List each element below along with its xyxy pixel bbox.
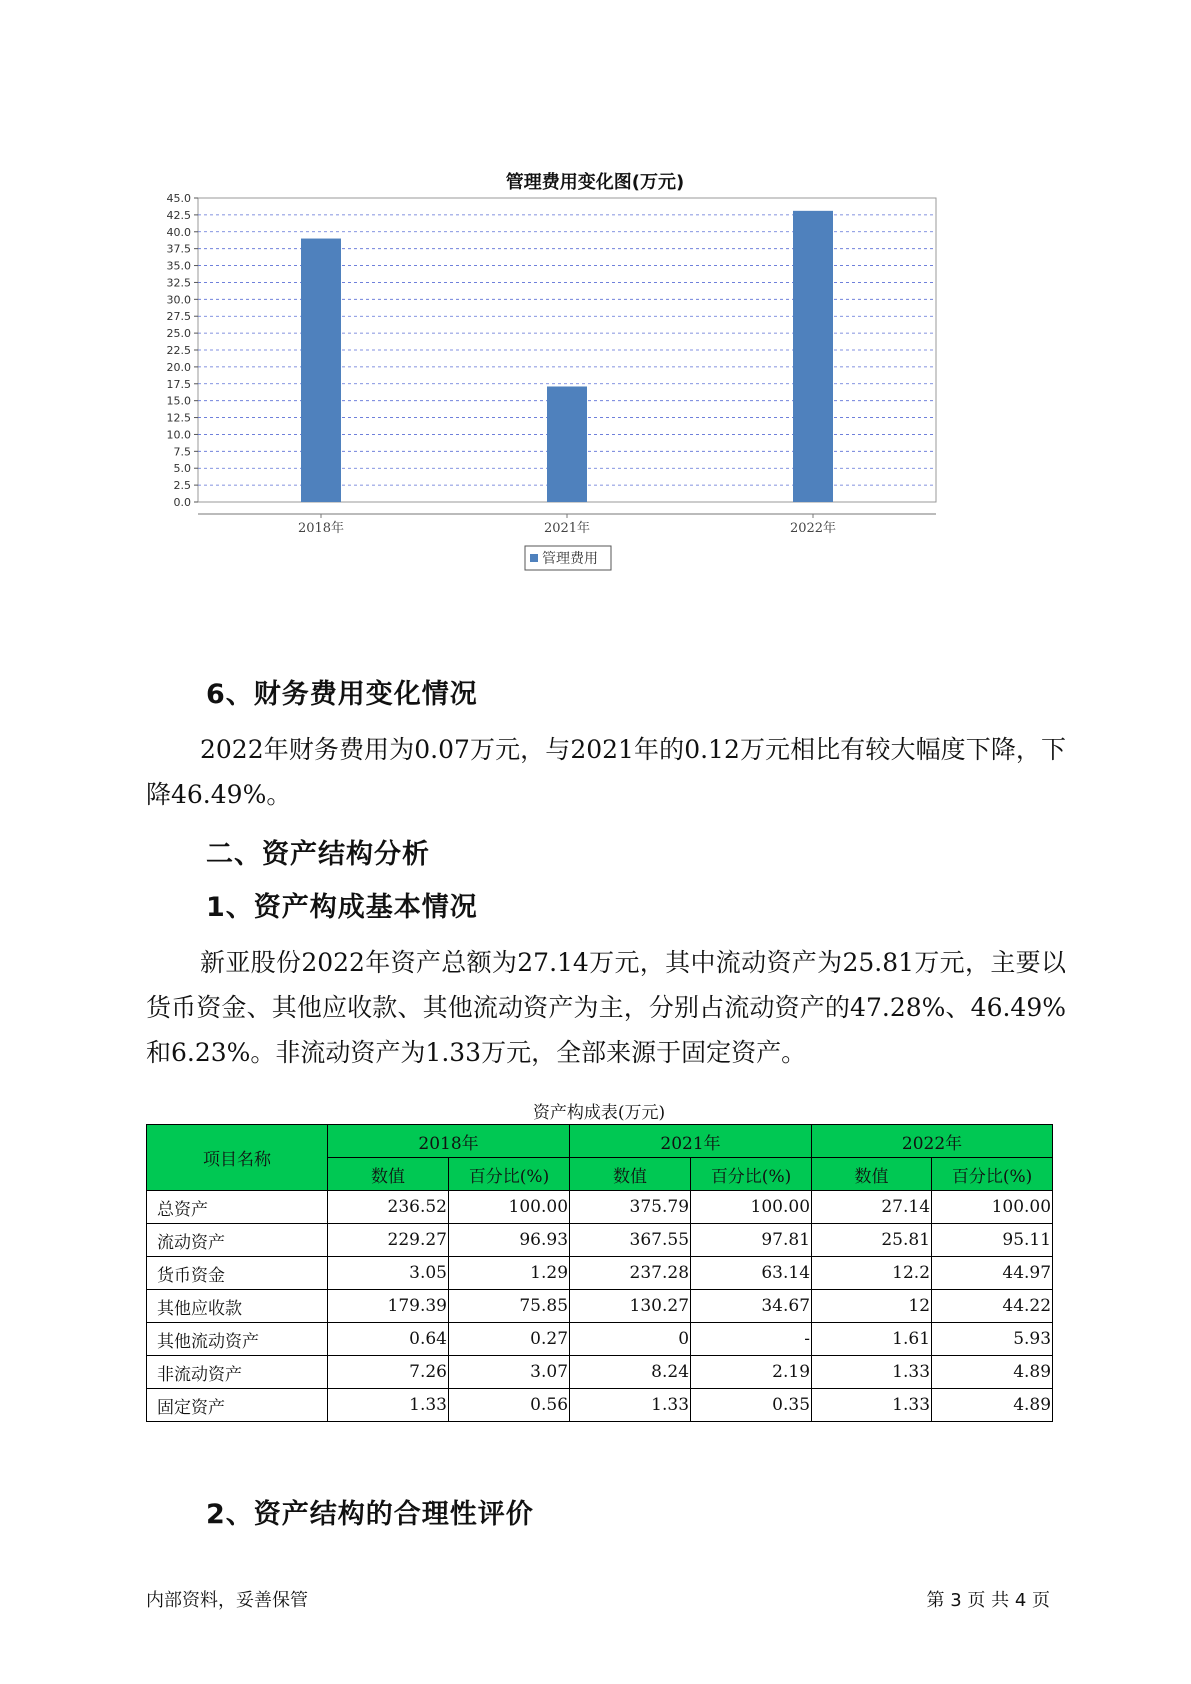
- y-tick-label: 10.0: [166, 428, 191, 442]
- chart-plot: [150, 160, 1040, 630]
- item-name-header: 项目名称: [147, 1125, 328, 1191]
- percent-cell: 2.19: [691, 1356, 812, 1389]
- year-header: 2018年: [328, 1125, 570, 1158]
- asset-basic-paragraph: 新亚股份2022年资产总额为27.14万元，其中流动资产为25.81万元，主要以货币资金、其他应收款、其他流动资产为主，分别占流动资产的47.28%、46.49%和6.23%。非流动资产为1.33万元，全部来源于固定资产。: [146, 948, 1066, 1067]
- value-cell: 27.14: [812, 1191, 932, 1224]
- year-header: 2021年: [570, 1125, 812, 1158]
- x-tick-label: 2022年: [789, 521, 837, 536]
- percent-cell: 34.67: [691, 1290, 812, 1323]
- percent-cell: -: [691, 1323, 812, 1356]
- value-cell: 1.61: [812, 1323, 932, 1356]
- percent-cell: 100.00: [691, 1191, 812, 1224]
- value-cell: 130.27: [570, 1290, 691, 1323]
- y-tick-label: 27.5: [166, 310, 191, 324]
- legend-label: 管理费用: [542, 551, 598, 567]
- table-caption: 资产构成表(万元): [532, 1103, 666, 1123]
- percent-cell: 0.56: [449, 1389, 570, 1422]
- percent-cell: 0.35: [691, 1389, 812, 1422]
- value-cell: 8.24: [570, 1356, 691, 1389]
- y-tick-label: 22.5: [166, 344, 191, 357]
- value-header: 数值: [570, 1158, 691, 1191]
- y-tick-label: 32.5: [166, 276, 191, 290]
- asset-eval-heading: 2、资产结构的合理性评价: [206, 1499, 534, 1530]
- value-header: 数值: [812, 1158, 932, 1191]
- row-label: 其他应收款: [147, 1290, 328, 1323]
- row-label: 非流动资产: [147, 1356, 328, 1389]
- value-cell: 1.33: [570, 1389, 691, 1422]
- percent-cell: 96.93: [449, 1224, 570, 1257]
- value-cell: 237.28: [570, 1257, 691, 1290]
- y-tick-label: 12.5: [166, 411, 191, 425]
- y-tick-label: 35.0: [166, 259, 191, 273]
- y-tick-label: 45.0: [166, 192, 191, 205]
- value-cell: 0.64: [328, 1323, 449, 1356]
- table-row: [147, 1257, 1053, 1290]
- legend-swatch: [530, 554, 538, 562]
- value-cell: 12: [812, 1290, 932, 1323]
- y-tick-label: 42.5: [166, 208, 191, 222]
- row-label: 流动资产: [147, 1224, 328, 1257]
- chart-title: 管理费用变化图(万元): [505, 172, 685, 193]
- row-label: 固定资产: [147, 1389, 328, 1422]
- value-cell: 3.05: [328, 1257, 449, 1290]
- y-tick-label: 25.0: [166, 327, 191, 341]
- percent-cell: 44.22: [932, 1290, 1053, 1323]
- percent-cell: 44.97: [932, 1257, 1053, 1290]
- row-label: 总资产: [147, 1191, 328, 1224]
- table-row: [147, 1191, 1053, 1224]
- value-cell: 7.26: [328, 1356, 449, 1389]
- year-header: 2022年: [812, 1125, 1053, 1158]
- y-tick-label: 30.0: [166, 293, 191, 307]
- percent-cell: 100.00: [932, 1191, 1053, 1224]
- asset-table: [146, 1124, 1053, 1422]
- finance-paragraph: 2022年财务费用为0.07万元，与2021年的0.12万元相比有较大幅度下降，下降46.49%。: [146, 735, 1066, 809]
- percent-cell: 4.89: [932, 1356, 1053, 1389]
- table-body: [147, 1191, 1053, 1422]
- value-cell: 229.27: [328, 1224, 449, 1257]
- footer-note: 内部资料，妥善保管: [146, 1590, 308, 1611]
- bar: [793, 211, 833, 502]
- asset-heading: 二、资产结构分析: [206, 839, 430, 870]
- y-tick-label: 0.0: [173, 496, 191, 509]
- percent-cell: 75.85: [449, 1290, 570, 1323]
- percent-cell: 95.11: [932, 1224, 1053, 1257]
- y-tick-label: 15.0: [166, 394, 191, 408]
- percent-cell: 63.14: [691, 1257, 812, 1290]
- percent-cell: 3.07: [449, 1356, 570, 1389]
- value-cell: 12.2: [812, 1257, 932, 1290]
- percent-cell: 100.00: [449, 1191, 570, 1224]
- row-label: 其他流动资产: [147, 1323, 328, 1356]
- page-number: 第 3 页 共 4 页: [926, 1590, 1050, 1611]
- table-row: [147, 1323, 1053, 1356]
- value-cell: 1.33: [812, 1389, 932, 1422]
- value-cell: 236.52: [328, 1191, 449, 1224]
- percent-header: 百分比(%): [691, 1158, 812, 1191]
- y-tick-label: 7.5: [173, 445, 191, 459]
- table-row: [147, 1389, 1053, 1422]
- value-cell: 0: [570, 1323, 691, 1356]
- y-tick-label: 17.5: [166, 377, 191, 391]
- value-cell: 25.81: [812, 1224, 932, 1257]
- expense-chart: [150, 160, 1040, 630]
- table-row: [147, 1356, 1053, 1389]
- y-tick-label: 5.0: [173, 462, 191, 476]
- bar: [547, 386, 587, 502]
- percent-header: 百分比(%): [932, 1158, 1053, 1191]
- table-row: [147, 1224, 1053, 1257]
- percent-cell: 97.81: [691, 1224, 812, 1257]
- table-row: [147, 1290, 1053, 1323]
- finance-heading: 6、财务费用变化情况: [206, 679, 478, 710]
- value-cell: 179.39: [328, 1290, 449, 1323]
- percent-header: 百分比(%): [449, 1158, 570, 1191]
- percent-cell: 1.29: [449, 1257, 570, 1290]
- asset-basic-heading: 1、资产构成基本情况: [206, 892, 478, 923]
- y-tick-label: 20.0: [166, 360, 191, 374]
- x-tick-label: 2021年: [543, 521, 591, 536]
- y-tick-label: 40.0: [166, 225, 191, 239]
- percent-cell: 4.89: [932, 1389, 1053, 1422]
- value-cell: 1.33: [812, 1356, 932, 1389]
- percent-cell: 0.27: [449, 1323, 570, 1356]
- value-cell: 375.79: [570, 1191, 691, 1224]
- y-tick-label: 37.5: [166, 242, 191, 256]
- x-tick-label: 2018年: [297, 521, 345, 536]
- percent-cell: 5.93: [932, 1323, 1053, 1356]
- row-label: 货币资金: [147, 1257, 328, 1290]
- table-header-row: [147, 1125, 1053, 1158]
- bar: [301, 239, 341, 502]
- value-header: 数值: [328, 1158, 449, 1191]
- value-cell: 1.33: [328, 1389, 449, 1422]
- y-tick-label: 2.5: [173, 479, 191, 493]
- value-cell: 367.55: [570, 1224, 691, 1257]
